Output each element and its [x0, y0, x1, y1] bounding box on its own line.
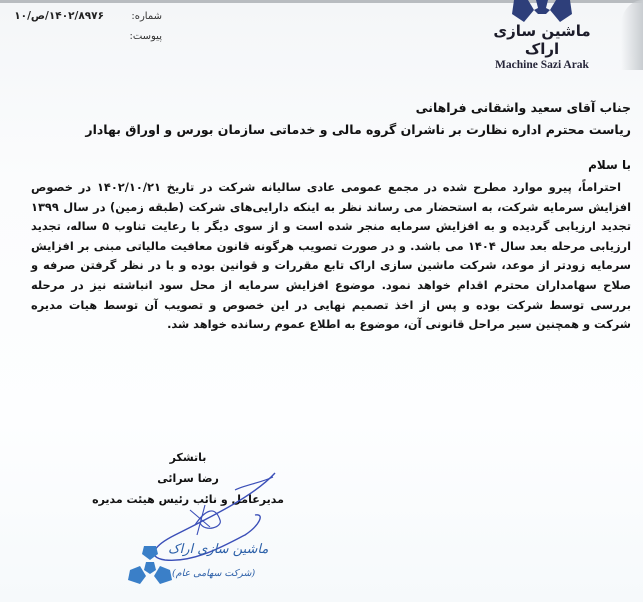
attachment-label: پیوست: [129, 30, 162, 42]
company-logo-icon [510, 0, 574, 24]
addressee-name: جناب آقای سعید واشقانی فراهانی [415, 100, 631, 115]
page-curl-shadow [621, 0, 643, 70]
signer-name: رضا سرائی [157, 472, 219, 485]
body-paragraph: احتراماً، پیرو موارد مطرح شده در مجمع عمومی عادی سالیانه شرکت در تاریخ ۱۴۰۲/۱۰/۲۱ در خصوص افزایش سرمایه شرکت، به استحضار می رساند نظر به اینکه دارایی‌های شرکت (طبقه زمین) در سال ۱۳۹۹ تجدید ارزیابی گردیده و به افزایش سرمایه منجر شده است و از سوی دیگر با رعایت تناوب ۵ ساله، تجدید ارزیابی مرحله بعد سال ۱۴۰۴ می باشد. و در صورت تصویب هرگونه قانون معافیت مالیاتی مبنی بر افزایش سرمایه زودتر از موعد، شرکت ماشین سازی اراک تابع مقررات و قوانین بوده و با در نظر گرفتن صرفه و صلاح سهامداران محترم اقدام خواهد نمود. موضوع افزایش سرمایه از محل سود انباشته نیز در مرحله بررسی توسط شرکت بوده و پس از اخذ تصمیم نهایی در این خصوص و تصویب آن توسط هیات مدیره شرکت و همچنین سیر مراحل قانونی آن، موضوع به اطلاع عموم رسانده خواهد شد. [31, 180, 631, 332]
company-name-fa: ماشین سازی اراک [493, 22, 591, 58]
addressee-block [31, 97, 631, 141]
company-logo [486, 0, 598, 72]
letter-number-row [12, 6, 162, 26]
stamp-company-type: (شرکت سهامی عام) [172, 568, 256, 579]
attachment-row [12, 26, 162, 46]
closing-text: باتشکر [169, 451, 207, 464]
signer-title: مدیرعامل و نائب رئیس هیئت مدیره [92, 493, 284, 506]
stamp-company-name: ماشین سازی اراک [168, 542, 269, 557]
addressee-position: ریاست محترم اداره نظارت بر ناشران گروه مالی و خدماتی سازمان بورس و اوراق بهادار [85, 122, 631, 137]
company-name-en: Machine Sazi Arak [495, 59, 589, 71]
letter-meta [12, 6, 162, 46]
letter-number-label: شماره: [131, 10, 162, 22]
greeting: با سلام [588, 158, 631, 172]
letter-number-value: ۱۴۰۲/۸۹۷۶/ص/۱۰ [14, 10, 104, 22]
letter-body [31, 178, 631, 335]
